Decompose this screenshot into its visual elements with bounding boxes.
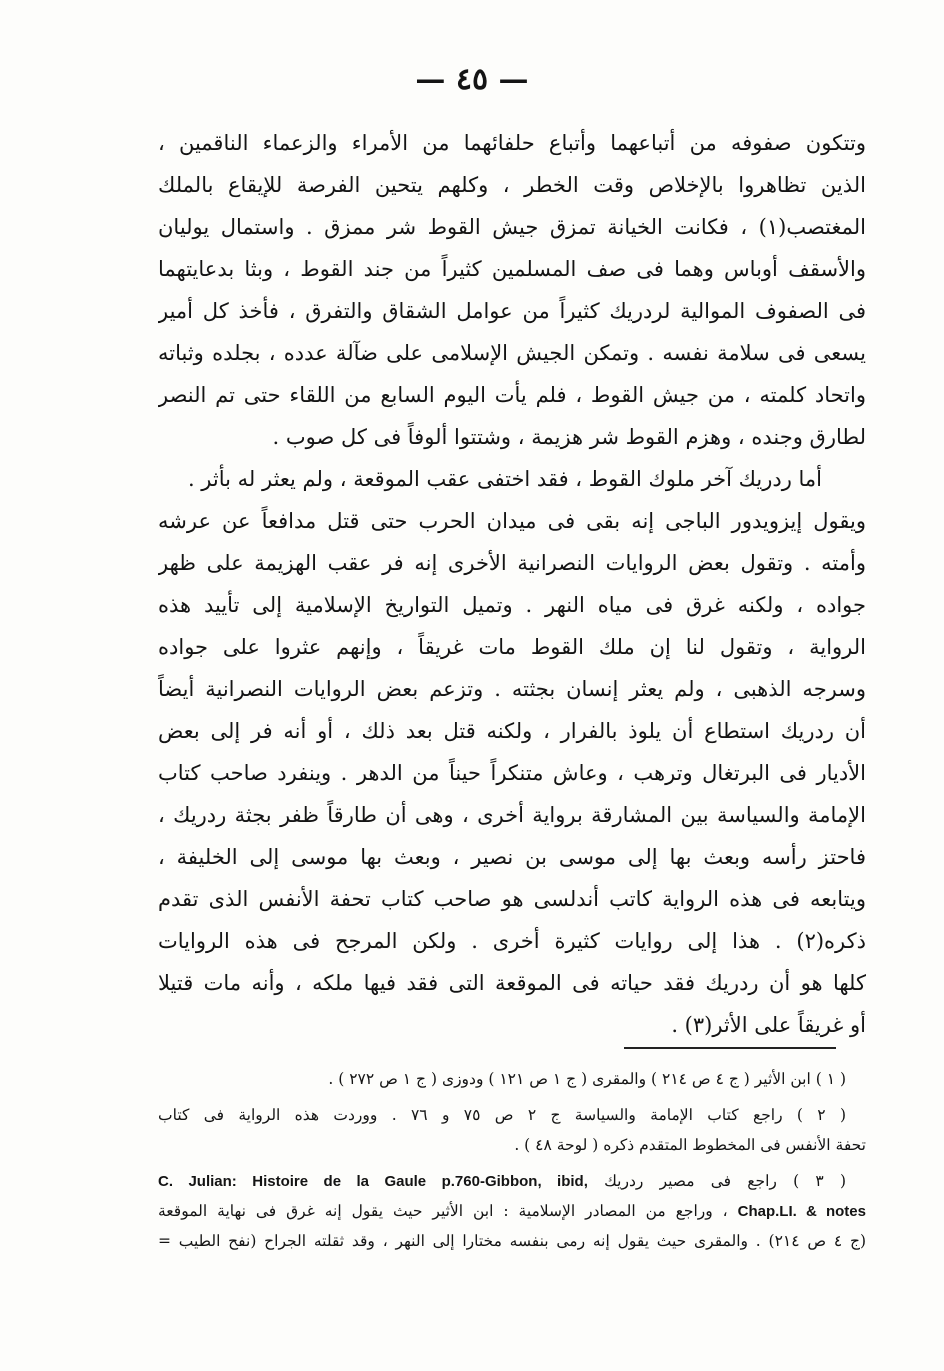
footnote-2: ( ٢ ) راجع كتاب الإمامة والسياسة ج ٢ ص ٧٥ و ٧٦ . ووردت هذه الرواية فى كتاب xyxy=(158,1106,846,1124)
text-line: الذين تظاهروا بالإخلاص وقت الخطر ، وكلهم يتحين الفرصة للإيقاع بالملك xyxy=(158,173,866,197)
text-line: واتحاد كلمته ، من جيش القوط ، فلم يأت اليوم السابع من اللقاء حتى تم النصر xyxy=(158,383,866,407)
footnote-3-continuation: (ج ٤ ص ٢١٤) . والمقرى حيث يقول إنه رمى بنفسه مختارا إلى النهر ، وقد ثقلته الجراح (نفح الطيب = xyxy=(158,1232,866,1250)
footnote-3 xyxy=(158,1166,866,1196)
footnote-3-continuation xyxy=(158,1196,866,1226)
footnote-2-continuation: تحفة الأنفس فى المخطوط المتقدم ذكره ( لوحة ٤٨ ) . xyxy=(514,1136,866,1154)
text-line: جواده ، ولكنه غرق فى مياه النهر . وتميل التواريخ الإسلامية إلى تأييد هذه xyxy=(158,593,866,617)
text-line: والأسقف أوباس وهما فى صف المسلمين كثيراً من جند القوط ، وبثا بدعايتهما xyxy=(158,257,866,281)
page-number: — ٤٥ — xyxy=(415,62,529,97)
main-text xyxy=(158,122,866,1046)
footnotes xyxy=(158,1064,866,1256)
text-line: فى الصفوف الموالية لردريك كثيراً من عوامل الشقاق والتفرق ، فأخذ كل أمير xyxy=(158,299,866,323)
text-line: الرواية ، وتقول لنا إن ملك القوط مات غريقاً ، وإنهم عثروا على جواده xyxy=(158,635,866,659)
text-line: لطارق وجنده ، وهزم القوط شر هزيمة ، وشتتوا ألوفاً فى كل صوب . xyxy=(272,425,866,449)
text-line: يسعى فى سلامة نفسه . وتمكن الجيش الإسلامى على ضآلة عدده ، بجلده وثباته xyxy=(158,341,866,365)
text-line: فاحتز رأسه وبعث بها إلى موسى بن نصير ، وبعث بها موسى إلى الخليفة ، xyxy=(158,845,866,869)
footnote-1: ( ١ ) ابن الأثير ( ج ٤ ص ٢١٤ ) والمقرى ( ج ١ ص ١٢١ ) ودوزى ( ج ١ ص ٢٧٢ ) . xyxy=(328,1070,846,1088)
paragraph-start-line: أما ردريك آخر ملوك القوط ، فقد اختفى عقب الموقعة ، ولم يعثر له بأثر . xyxy=(187,467,822,491)
text-line: كلها هو أن ردريك فقد حياته فى الموقعة التى فقد فيها ملكه ، وأنه مات قتيلا xyxy=(158,971,866,995)
footnote-3-latin-chapter: Chap.LI. & notes xyxy=(737,1203,866,1220)
text-line: وسرجه الذهبى ، ولم يعثر إنسان بجثته . وتزعم بعض الروايات النصرانية أيضاً xyxy=(158,677,866,701)
text-line: أن ردريك استطاع أن يلوذ بالفرار ، ولكنه قتل بعد ذلك ، أو أنه فر إلى بعض xyxy=(158,719,866,743)
text-line: الأديار فى البرتغال وترهب ، وعاش متنكراً حيناً من الدهر . وينفرد صاحب كتاب xyxy=(158,761,866,785)
text-line: ويتابعه فى هذه الرواية كاتب أندلسى هو صاحب كتاب تحفة الأنفس الذى تقدم xyxy=(158,887,866,911)
footnote-3-latin-reference: C. Julian: Histoire de la Gaule p.760-Gibbon, ibid, xyxy=(158,1173,588,1190)
footnote-3-arabic-sources: ، وراجع من المصادر الإسلامية : ابن الأثير حيث يقول إنه غرق فى نهاية الموقعة xyxy=(158,1202,728,1220)
text-line: أو غريقاً على الأثر(٣) . xyxy=(671,1013,866,1037)
text-line: ويقول إيزويدور الباجى إنه بقى فى ميدان الحرب حتى قتل مدافعاً عن عرشه xyxy=(158,509,866,533)
text-line: الإمامة والسياسة بين المشارقة برواية أخرى ، وهى أن طارقاً ظفر بجثة ردريك ، xyxy=(158,803,866,827)
footnote-3-arabic: ( ٣ ) راجع فى مصير ردريك xyxy=(604,1172,846,1190)
text-line: وأمته . وتقول بعض الروايات النصرانية الأخرى إنه فر عقب الهزيمة على ظهر xyxy=(158,551,866,575)
text-line: المغتصب(١) ، فكانت الخيانة تمزق جيش القوط شر ممزق . واستمال يوليان xyxy=(158,215,866,239)
footnote-divider xyxy=(624,1047,836,1049)
text-line: وتتكون صفوفه من أتباعهما وأتباع حلفائهما من الأمراء والزعماء الناقمين ، xyxy=(158,131,866,155)
text-line: ذكره(٢) . هذا إلى روايات كثيرة أخرى . ولكن المرجح فى هذه الروايات xyxy=(158,929,866,953)
